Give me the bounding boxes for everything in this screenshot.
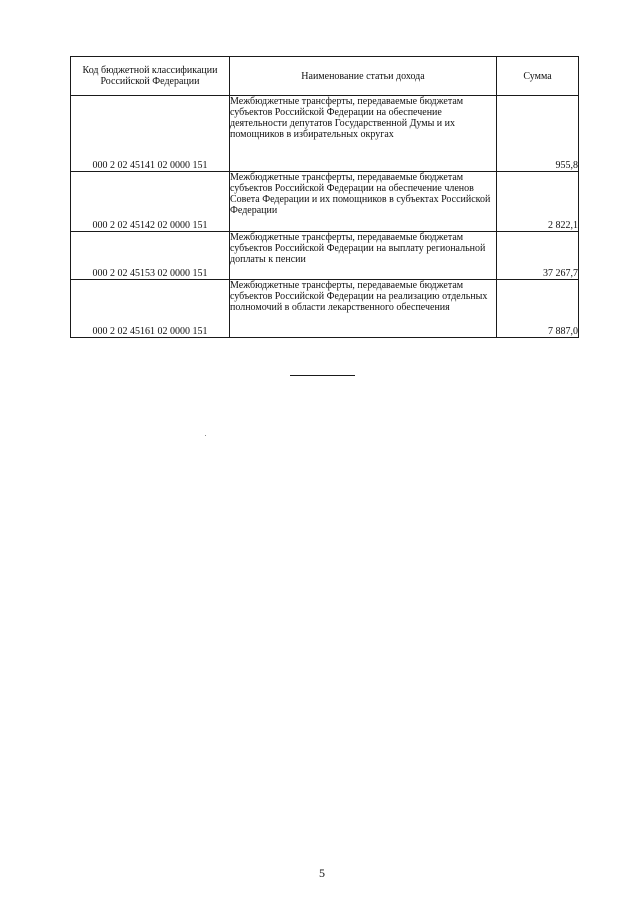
cell-name: Межбюджетные трансферты, передаваемые бюджетам субъектов Российской Федерации на выплату региональной доплаты к пенсии xyxy=(230,232,497,280)
cell-code: 000 2 02 45153 02 0000 151 xyxy=(71,232,230,280)
cell-name: Межбюджетные трансферты, передаваемые бюджетам субъектов Российской Федерации на реализацию отдельных полномочий в области лекарственного обеспечения xyxy=(230,280,497,338)
header-code: Код бюджетной классификации Российской Федерации xyxy=(71,57,230,96)
cell-name: Межбюджетные трансферты, передаваемые бюджетам субъектов Российской Федерации на обеспечение членов Совета Федерации и их помощников в субъектах Российской Федерации xyxy=(230,172,497,232)
separator-line xyxy=(290,375,355,376)
page-number: 5 xyxy=(319,866,325,880)
cell-code: 000 2 02 45142 02 0000 151 xyxy=(71,172,230,232)
table-row xyxy=(71,280,579,338)
header-name: Наименование статьи дохода xyxy=(230,57,497,96)
table-header-row xyxy=(71,57,579,96)
table-row xyxy=(71,232,579,280)
cell-sum: 2 822,1 xyxy=(497,172,579,232)
cell-code: 000 2 02 45141 02 0000 151 xyxy=(71,96,230,172)
scan-speck xyxy=(205,435,206,436)
cell-name: Межбюджетные трансферты, передаваемые бюджетам субъектов Российской Федерации на обеспечение деятельности депутатов Государственной Думы и их помощников в избирательных округах xyxy=(230,96,497,172)
table-row xyxy=(71,96,579,172)
cell-code: 000 2 02 45161 02 0000 151 xyxy=(71,280,230,338)
cell-sum: 37 267,7 xyxy=(497,232,579,280)
cell-sum: 955,8 xyxy=(497,96,579,172)
header-sum: Сумма xyxy=(497,57,579,96)
revenue-table xyxy=(70,56,579,338)
cell-sum: 7 887,0 xyxy=(497,280,579,338)
table-row xyxy=(71,172,579,232)
